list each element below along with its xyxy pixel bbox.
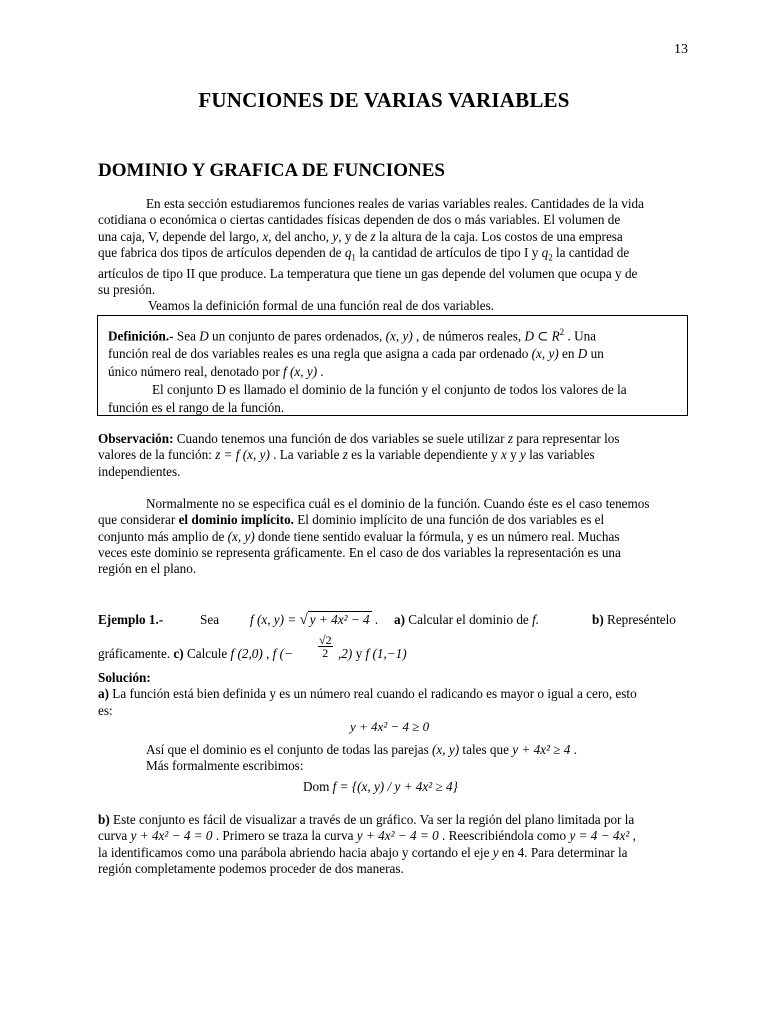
definition-line-4: El conjunto D es llamado el dominio de la función y el conjunto de todos los valores de la <box>152 382 627 398</box>
solution-parejas-line: Así que el dominio es el conjunto de todas las parejas (x, y) tales que y + 4x² ≥ 4 . <box>146 742 577 757</box>
domain-formula: Dom f = {(x, y) / y + 4x² ≥ 4} <box>303 779 458 794</box>
intro-line-4: que fabrica dos tipos de artículos dependen de $q_1$ la cantidad de artículos de tipo I y $q_2$ la cantidad de <box>98 244 630 263</box>
example-part-a: a) Calcular el dominio de f. <box>394 612 540 627</box>
example-sea: Sea <box>200 612 220 627</box>
observation-label: Observación: <box>98 431 174 446</box>
observation-line-2: valores de la función: z = f (x, y) . La variable z es la variable dependiente y x y y las variables <box>98 447 595 463</box>
para2-line-1: Normalmente no se especifica cuál es el dominio de la función. Cuando éste es el caso tenemos <box>146 496 650 511</box>
observation-line-3: independientes. <box>98 463 181 479</box>
intro-paragraph <box>98 196 688 315</box>
intro-line-5: artículos de tipo II que produce. La temperatura que tiene un gas depende del volumen que ocupa y de <box>98 265 638 281</box>
definition-line-3: único número real, denotado por f (x, y) . <box>108 364 324 380</box>
implicit-domain-paragraph <box>98 496 688 577</box>
solution-label: Solución: <box>98 670 151 685</box>
para2-line-4: veces este dominio se representa gráficamente. En el caso de dos variables la representación es una <box>98 544 621 560</box>
intro-line-1: En esta sección estudiaremos funciones reales de varias variables reales. Cantidades de la vida <box>146 196 644 211</box>
solution-formal-line: Más formalmente escribimos: <box>146 758 304 774</box>
page-title: FUNCIONES DE VARIAS VARIABLES <box>198 88 570 112</box>
example-label: Ejemplo 1.- <box>98 612 164 627</box>
intro-line-7: Veamos la definición formal de una función real de dos variables. <box>148 298 495 314</box>
para2-line-3: conjunto más amplio de (x, y) donde tiene sentido evaluar la fórmula, y es un número real. Muchas <box>98 528 620 544</box>
solution-section <box>98 670 688 719</box>
definition-line-2: función real de dos variables reales es una regla que asigna a cada par ordenado (x, y) en D un <box>108 346 604 362</box>
definition-label: Definición.- <box>108 328 174 344</box>
solution-a-line-2: es: <box>98 702 113 718</box>
example-function: f (x, y) = √ y + 4x² − 4 . <box>250 612 379 628</box>
page-number: 13 <box>674 42 688 57</box>
observation-paragraph <box>98 431 688 480</box>
solution-b-line-1: b) Este conjunto es fácil de visualizar a través de un gráfico. Va ser la región del plano limitada por la <box>98 812 635 827</box>
solution-b-line-3: la identificamos como una parábola abriendo hacia abajo y cortando el eje y en 4. Para determinar la <box>98 844 628 860</box>
intro-line-3: una caja, V, depende del largo, x, del ancho, y, y de z la altura de la caja. Los costos de una empresa <box>98 228 623 244</box>
definition-box <box>97 315 688 416</box>
para2-line-2: que considerar el dominio implícito. El dominio implícito de una función de dos variables es el <box>98 512 605 528</box>
solution-b-line-4: región completamente podemos proceder de dos maneras. <box>98 860 404 876</box>
solution-b-paragraph <box>98 812 688 877</box>
example-part-b: b) Represéntelo <box>592 612 676 627</box>
example-line-2: gráficamente. c) Calcule f (2,0) , f (− $\frac{√2}{2}$ ,2) y f (1,−1) <box>98 633 407 661</box>
solution-domain-lines <box>146 742 666 775</box>
para2-line-5: región en el plano. <box>98 561 197 577</box>
section-heading: DOMINIO Y GRAFICA DE FUNCIONES <box>98 160 445 181</box>
intro-line-2: cotidiana o económica o ciertas cantidades físicas dependen de dos o más variables. El volumen de <box>98 212 621 228</box>
definition-line-1: Definición.- Sea D un conjunto de pares ordenados, (x, y) , de números reales, D ⊂ $R^2$ . Una <box>108 327 597 344</box>
solution-a-line-1: a) La función está bien definida y es un número real cuando el radicando es mayor o igual a cero, esto <box>98 686 637 702</box>
fraction-sqrt2-over-2: $\frac{√2}{2}$ <box>319 633 332 660</box>
definition-line-5: función es el rango de la función. <box>108 400 285 416</box>
example-line-1 <box>98 612 688 628</box>
observation-line-1: Observación: Cuando tenemos una función de dos variables se suele utilizar z para representar los <box>98 431 620 446</box>
inequality-formula: y + 4x² − 4 ≥ 0 <box>350 719 430 734</box>
solution-b-line-2: curva y + 4x² − 4 = 0 . Primero se traza la curva y + 4x² − 4 = 0 . Reescribiéndola como y = 4 − 4x² , <box>98 828 636 844</box>
intro-line-6: su presión. <box>98 282 156 298</box>
